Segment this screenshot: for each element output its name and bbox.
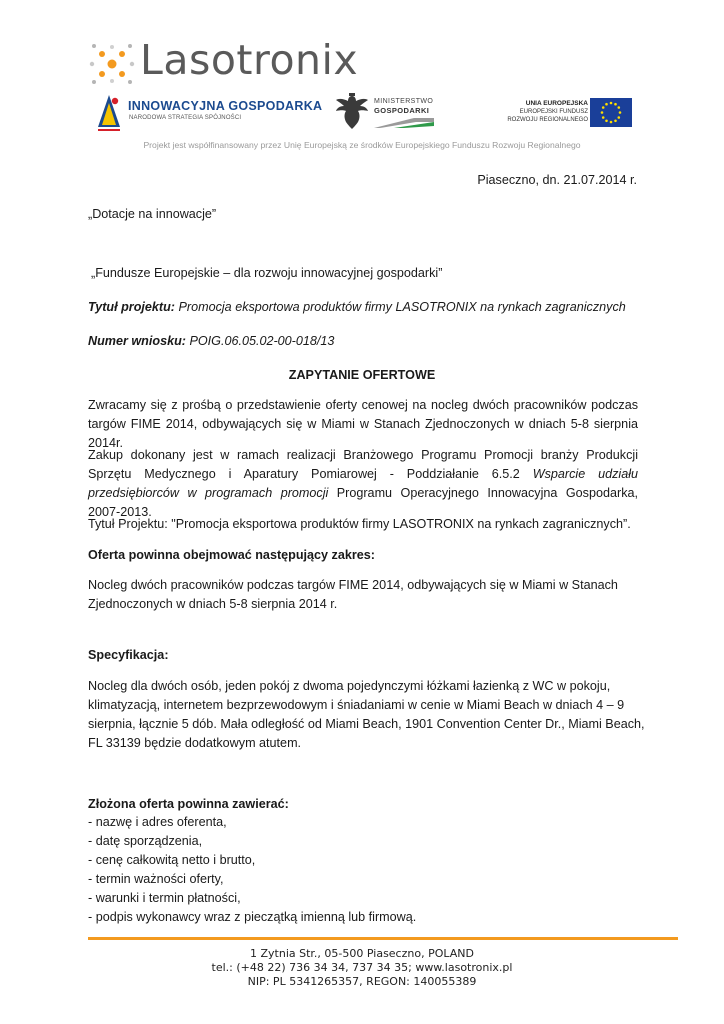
list-item: - nazwę i adres oferenta, (88, 815, 227, 829)
lasotronix-logo (88, 36, 359, 90)
spec-line-3: sierpnia, łącznie 5 dób. Mała odległość od Miami Beach, 1901 Convention Center Dr., Miami Beach, (88, 717, 645, 731)
eu-line2: EUROPEJSKI FUNDUSZ (519, 109, 588, 115)
scope-heading: Oferta powinna obejmować następujący zakres: (88, 548, 375, 562)
footer-contact: tel.: (+48 22) 736 34 34, 737 34 35; www.lasotronix.pl (211, 961, 513, 974)
project-value: Promocja eksportowa produktów firmy LASOTRONIX na rynkach zagranicznych (178, 300, 626, 314)
offer-heading: Złożona oferta powinna zawierać: (88, 797, 289, 811)
page-title: ZAPYTANIE OFERTOWE (288, 368, 436, 382)
eu-logo (507, 98, 632, 132)
number-value: POIG.06.05.02-00-018/13 (189, 334, 335, 348)
spec-line-2: klimatyzacją, internetem bezprzewodowym i śniadaniami w cenie w Miami Beach w dniach 4 – 9 (88, 698, 625, 712)
spec-line-1: Nocleg dla dwóch osób, jeden pokój z dwoma pojedynczymi łóżkami łazienką z WC w pokoju, (88, 679, 611, 693)
eu-flag-icon (590, 98, 632, 127)
brand-name: Lasotronix (140, 36, 359, 84)
ig-emblem-icon (96, 93, 122, 131)
ig-title: INNOWACYJNA GOSPODARKA (128, 99, 323, 113)
innowacyjna-gospodarka-logo (96, 93, 326, 133)
eu-line1: UNIA EUROPEJSKA (525, 100, 588, 107)
fundusze-line: „Fundusze Europejskie – dla rozwoju innowacyjnej gospodarki” (91, 266, 443, 280)
project-title (88, 298, 626, 317)
footer-tax-ids: NIP: PL 5341265357, REGON: 140055389 (247, 975, 477, 988)
footer-address: 1 Zytnia Str., 05-500 Piaseczno, POLAND (250, 947, 474, 960)
offer-items-list (88, 813, 416, 927)
dotacje-line: „Dotacje na innowacje” (88, 207, 217, 221)
program-text-italic: Wsparcie udziału przedsiębiorców w programach promocji (88, 467, 638, 500)
ministry-line1: MINISTERSTWO (374, 98, 434, 105)
list-item: - cenę całkowitą netto i brutto, (88, 853, 256, 867)
list-item: - podpis wykonawcy wraz z pieczątką imienną lub firmową. (88, 910, 417, 924)
project-label: Tytuł projektu: (88, 300, 175, 314)
spec-heading: Specyfikacja: (88, 648, 169, 662)
program-text-a: Zakup dokonany jest w ramach realizacji Branżowego Programu Promocji branży Produkcji Sprzętu Medycznego i Aparatury Pomiarowej - Poddziałanie 6.5.2 (88, 448, 638, 481)
list-item: - warunki i termin płatności, (88, 891, 241, 905)
footer-divider (88, 937, 678, 940)
scope-line-2: Zjednoczonych w dniach 5-8 sierpnia 2014 r. (88, 597, 338, 611)
place-date: Piaseczno, dn. 21.07.2014 r. (477, 173, 637, 187)
ministerstwo-gospodarki-logo (334, 92, 444, 134)
scope-line-1: Nocleg dwóch pracowników podczas targów FIME 2014, odbywających się w Miami w Stanach (88, 578, 618, 592)
eagle-emblem-icon (334, 92, 370, 132)
list-item: - termin ważności oferty, (88, 872, 224, 886)
paragraph-program (88, 446, 638, 522)
cofinance-note: Projekt jest współfinansowany przez Unię Europejską ze środków Europejskiego Funduszu Rozwoju Regionalnego (143, 140, 581, 150)
program-text-b: Programu Operacyjnego Innowacyjna Gospodarka, 2007-2013. (88, 486, 638, 519)
laser-dots-icon (88, 42, 136, 86)
number-label: Numer wniosku: (88, 334, 186, 348)
ministry-line2: GOSPODARKI (374, 106, 430, 115)
ministry-stripe-icon (374, 116, 434, 128)
ig-subtitle: NARODOWA STRATEGIA SPÓJNOŚCI (129, 115, 242, 121)
spec-line-4: FL 33139 będzie dodatkowym atutem. (88, 736, 302, 750)
paragraph-project-title: Tytuł Projektu: "Promocja eksportowa produktów firmy LASOTRONIX na rynkach zagranicznych”. (88, 517, 631, 531)
application-number (88, 332, 334, 351)
eu-line3: ROZWOJU REGIONALNEGO (507, 117, 588, 123)
paragraph-request: Zwracamy się z prośbą o przedstawienie oferty cenowej na nocleg dwóch pracowników podczas targów FIME 2014, odbywających się w Miami w Stanach Zjednoczonych w dniach 5-8 sierpnia 2014r. (88, 398, 638, 450)
list-item: - datę sporządzenia, (88, 834, 203, 848)
